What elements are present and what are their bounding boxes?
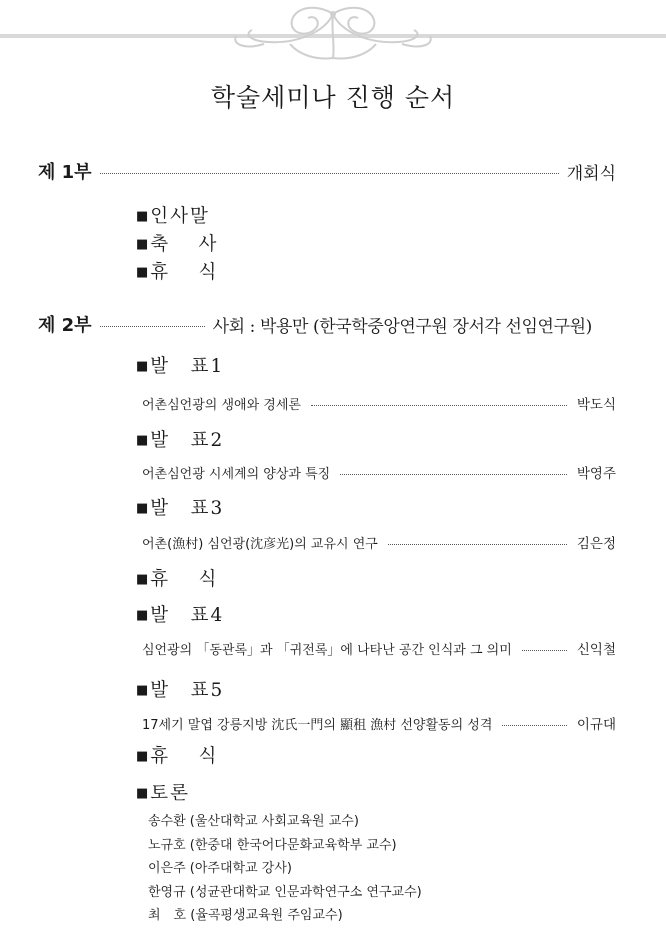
session-row xyxy=(142,712,616,734)
session-title: 심언광의 「동관록」과 「귀전록」에 나타난 공간 인식과 그 의미 xyxy=(142,642,512,658)
panelist: 송수환 (울산대학교 사회교육원 교수) xyxy=(148,814,359,829)
session-heading: ■ 발 표2 xyxy=(136,430,225,451)
bullet-square-icon: ■ xyxy=(136,265,149,280)
session-speaker: 신익철 xyxy=(576,642,616,658)
leader-dots xyxy=(340,474,567,475)
leader-dots xyxy=(100,326,205,327)
panelist: 최 호 (율곡평생교육원 주임교수) xyxy=(148,908,343,923)
part2-moderator: 사회 : 박용만 (한국학중앙연구원 장서각 선임연구원) xyxy=(212,316,592,337)
session-speaker: 박영주 xyxy=(576,466,616,482)
bullet-square-icon: ■ xyxy=(136,572,149,587)
break-item: ■ 휴 식 xyxy=(136,569,219,590)
panelist: 이은주 (아주대학교 강사) xyxy=(148,861,292,876)
header-ornament xyxy=(0,0,666,80)
bullet-square-icon: ■ xyxy=(136,501,149,516)
session-speaker: 이규대 xyxy=(576,717,616,733)
session-row xyxy=(142,531,616,553)
leader-dots xyxy=(522,650,567,651)
session-heading: ■ 발 표1 xyxy=(136,356,225,377)
leader-dots xyxy=(502,725,566,726)
part1-label: 제 1부 xyxy=(38,162,92,183)
session-row xyxy=(142,392,616,414)
part2-header xyxy=(38,311,616,337)
session-title: 어촌심언광의 생애와 경세론 xyxy=(142,397,301,413)
bullet-square-icon: ■ xyxy=(136,209,149,224)
session-speaker: 김은정 xyxy=(576,536,616,552)
part1-header xyxy=(38,158,616,184)
bullet-square-icon: ■ xyxy=(136,608,149,623)
leader-dots xyxy=(311,405,567,406)
session-heading: ■ 발 표3 xyxy=(136,498,225,519)
session-heading: ■ 발 표5 xyxy=(136,680,225,701)
break-item: ■ 휴 식 xyxy=(136,746,219,767)
session-title: 17세기 말엽 강릉지방 沈氏一門의 顯租 漁村 선양활동의 성격 xyxy=(142,717,493,733)
session-title: 어촌심언광 시세계의 양상과 특징 xyxy=(142,466,331,482)
bullet-square-icon: ■ xyxy=(136,237,149,252)
bullet-square-icon: ■ xyxy=(136,433,149,448)
session-heading: ■ 발 표4 xyxy=(136,605,225,626)
page-title: 학술세미나 진행 순서 xyxy=(210,83,456,112)
bullet-square-icon: ■ xyxy=(136,359,149,374)
session-title: 어촌(漁村) 심언광(沈彦光)의 교유시 연구 xyxy=(142,536,378,552)
panelist: 노규호 (한중대 한국어다문화교육학부 교수) xyxy=(148,838,397,853)
bullet-square-icon: ■ xyxy=(136,786,149,801)
part2-label: 제 2부 xyxy=(38,315,92,336)
session-row xyxy=(142,637,616,659)
bullet-square-icon: ■ xyxy=(136,749,149,764)
session-speaker: 박도식 xyxy=(576,397,616,413)
leader-dots xyxy=(100,173,559,174)
session-row xyxy=(142,461,616,483)
bullet-square-icon: ■ xyxy=(136,683,149,698)
part1-item-congrats: ■ 축 사 xyxy=(136,234,219,255)
leader-dots xyxy=(388,544,567,545)
part1-title: 개회식 xyxy=(566,163,616,184)
discussion-heading: ■ 토론 xyxy=(136,783,191,804)
panelist: 한영규 (성균관대학교 인문과학연구소 연구교수) xyxy=(148,885,422,900)
part1-item-greeting: ■ 인사말 xyxy=(136,206,210,227)
part1-item-break: ■ 휴 식 xyxy=(136,262,219,283)
